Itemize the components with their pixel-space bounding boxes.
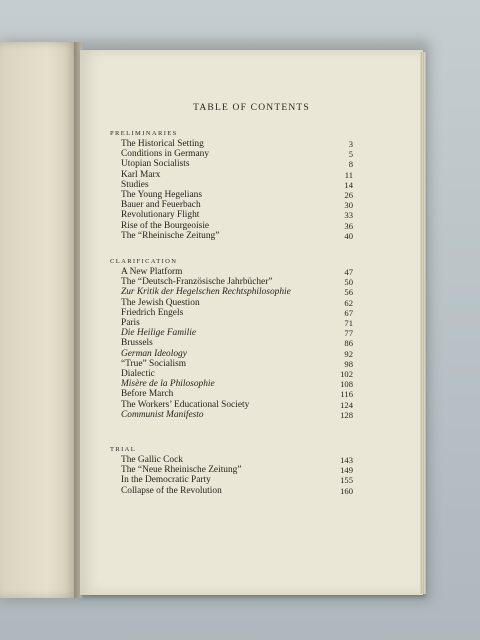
toc-entry (121, 475, 353, 485)
entry-page-number: 155 (340, 475, 353, 486)
toc-entry (121, 349, 353, 359)
toc-entry (121, 149, 353, 159)
section-heading: CLARIFICATION (110, 258, 178, 265)
entry-title: Studies (121, 179, 149, 190)
entry-title: The Workers’ Educational Society (121, 399, 250, 410)
entry-title: The “Rheinische Zeitung” (121, 230, 220, 241)
left-page (0, 42, 78, 598)
toc-entry (121, 159, 353, 169)
entry-page-number: 5 (348, 149, 353, 160)
entry-title: “True” Socialism (121, 358, 187, 369)
entry-page-number: 47 (344, 267, 353, 277)
toc-entry (121, 369, 353, 379)
toc-entry (121, 359, 353, 369)
entry-page-number: 50 (344, 277, 353, 288)
toc-entry (121, 277, 353, 287)
entry-title: In the Democratic Party (121, 475, 211, 486)
toc-entry (121, 389, 353, 399)
toc-entry (121, 308, 353, 318)
entry-page-number: 26 (344, 190, 353, 200)
entry-page-number: 30 (344, 200, 353, 211)
toc-entry (121, 221, 353, 231)
entry-title: The “Neue Rheinische Zeitung” (121, 465, 242, 476)
toc-entry (121, 465, 353, 475)
entry-title: Collapse of the Revolution (121, 485, 222, 496)
toc-entry (121, 410, 353, 420)
toc-entry (121, 486, 353, 496)
entry-page-number: 40 (344, 230, 353, 241)
entry-page-number: 92 (344, 348, 353, 359)
toc-entry (121, 328, 353, 338)
entry-title: Before March (121, 389, 174, 400)
entry-title: Brussels (121, 338, 153, 349)
entry-title: Paris (121, 318, 140, 328)
entry-page-number: 116 (340, 389, 353, 400)
entry-page-number: 11 (344, 169, 353, 180)
entry-page-number: 36 (344, 220, 353, 231)
entry-page-number: 149 (340, 465, 353, 476)
entry-title: Utopian Socialists (121, 159, 190, 170)
entry-title: The Historical Setting (121, 139, 204, 149)
entry-title: Communist Manifesto (121, 409, 204, 420)
toc-entry (121, 139, 353, 149)
page-edge (420, 52, 426, 594)
toc-entry (121, 267, 353, 277)
entry-page-number: 77 (344, 328, 353, 339)
section-heading: TRIAL (110, 446, 137, 453)
entry-title: Rise of the Bourgeoisie (121, 220, 210, 231)
entry-title: Conditions in Germany (121, 149, 210, 160)
entry-page-number: 160 (340, 485, 353, 496)
entry-page-number: 143 (340, 455, 353, 465)
entry-title: Zur Kritik der Hegelschen Rechtsphilosophie (121, 287, 291, 298)
entry-title: Revolutionary Flight (121, 210, 200, 221)
entry-page-number: 33 (344, 210, 353, 221)
toc-entry (121, 318, 353, 328)
entry-title: Dialectic (121, 369, 155, 379)
page-title: TABLE OF CONTENTS (193, 103, 310, 113)
toc-entry (121, 379, 353, 389)
entry-title: The Gallic Cock (121, 455, 183, 465)
entry-title: The Jewish Question (121, 297, 200, 308)
entry-title: A New Platform (121, 267, 183, 277)
entry-page-number: 98 (344, 358, 353, 369)
toc-entry (121, 338, 353, 348)
entry-page-number: 14 (344, 179, 353, 190)
toc-entry (121, 287, 353, 297)
entry-page-number: 71 (344, 318, 353, 328)
entry-title: Friedrich Engels (121, 307, 184, 318)
entry-page-number: 124 (340, 399, 353, 410)
toc-entry (121, 298, 353, 308)
section-heading: PRELIMINARIES (110, 130, 178, 137)
entry-title: The “Deutsch-Französische Jahrbücher” (121, 277, 273, 288)
toc-entry (121, 455, 353, 465)
toc-entry (121, 190, 353, 200)
entry-title: Karl Marx (121, 169, 161, 180)
entry-title: Bauer and Feuerbach (121, 200, 201, 211)
toc-entry (121, 210, 353, 220)
entry-page-number: 86 (344, 338, 353, 349)
entry-page-number: 8 (348, 159, 353, 170)
entry-title: German Ideology (121, 348, 187, 359)
toc-entry (121, 200, 353, 210)
entry-title: The Young Hegelians (121, 190, 202, 200)
entry-title: Misère de la Philosophie (121, 379, 215, 390)
toc-entry (121, 180, 353, 190)
toc-entry (121, 170, 353, 180)
entry-page-number: 56 (344, 287, 353, 298)
entry-page-number: 62 (344, 297, 353, 308)
entry-title: Die Heilige Familie (121, 328, 196, 339)
entry-page-number: 108 (340, 379, 353, 390)
toc-entry (121, 400, 353, 410)
toc-entry (121, 231, 353, 241)
entry-page-number: 67 (344, 307, 353, 318)
entry-page-number: 3 (348, 139, 353, 149)
entry-page-number: 102 (340, 369, 353, 379)
entry-page-number: 128 (340, 409, 353, 420)
